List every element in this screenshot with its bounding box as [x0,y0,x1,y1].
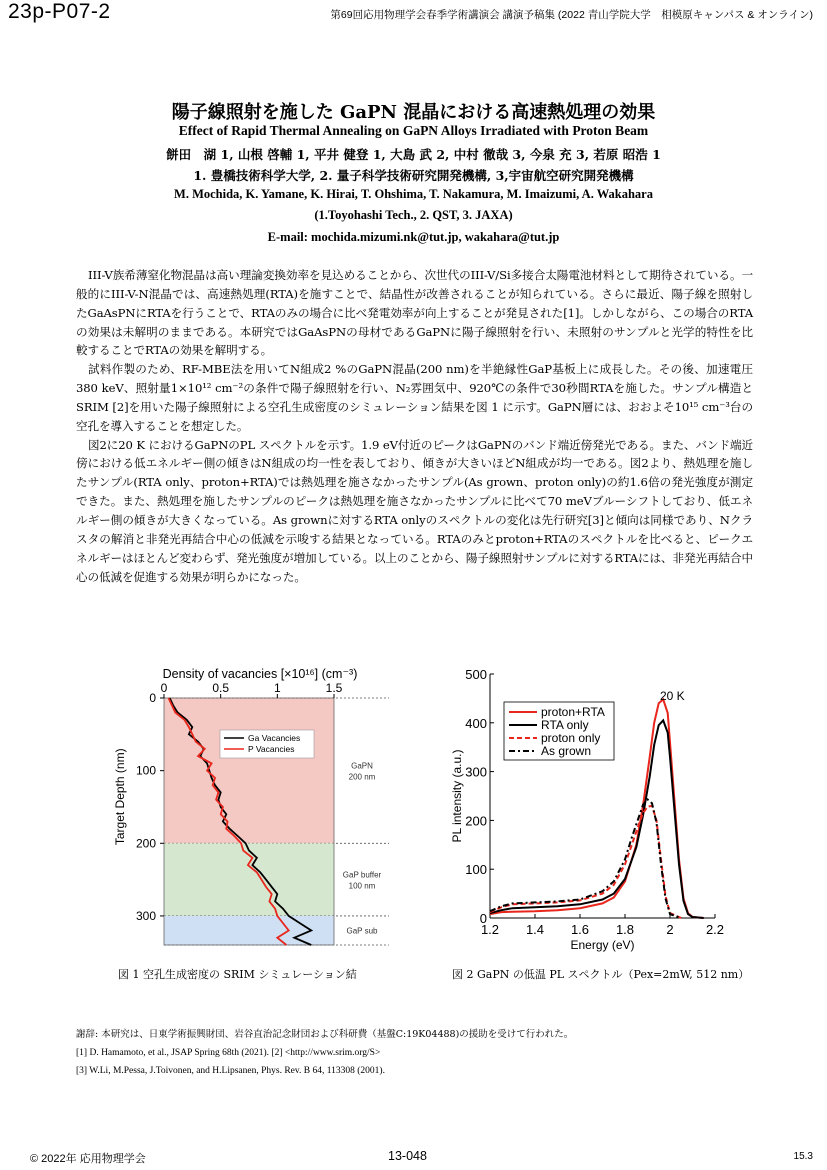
paragraph-results: 図2に20 K におけるGaPNのPL スペクトルを示す。1.9 eV付近のピークはGaPNのバンド端近傍発光である。また、バンド端近傍における低エネルギー側の傾きはN組成の均一性を表しており、傾きが大きいほどN組成が均一である。図2より、熱処理を施したサンプル(RTA only、proton+RTA)では熱処理を施さなかったサンプル(As grown、proton only)の約1.6倍の発光強度が測定できた。また、熱処理を施したサンプルのピークは熱処理を施さなかったサンプルに比べて70 meVブルーシフトしており、低エネルギー側の傾きが大きくなっている。As grownに対するRTA onlyのスペクトルの変化は先行研究[3]と傾向は同様であり、Nクラスタの解消と非発光再結合中心の低減を示唆する結果となっている。RTAのみとproton+RTAのスペクトルを比べると、ピークエネルギーはほとんど変わらず、発光強度が増加している。以上のことから、陽子線照射サンプルに対するRTAには、非発光再結合中心の低減を促進する効果が明らかになった。 [76,437,753,584]
figure-2-pl-spectrum [448,665,738,960]
fig2-ytick-label: 100 [465,862,487,878]
fig2-ytick-label: 0 [479,911,487,926]
fig2-legend-label-3: As grown [541,744,592,758]
fig2-ytick-label: 200 [465,813,487,829]
fig2-xtick-label: 1.2 [480,922,500,937]
fig1-legend-label-1: P Vacancies [248,744,295,754]
fig1-xlabel: Density of vacancies [×10¹⁶] (cm⁻³) [162,667,358,681]
layer-label-2: GaP sub [346,926,378,936]
section-number: 15.3 [793,1151,813,1162]
fig2-ylabel: PL intensity (a.u.) [450,749,464,843]
fig1-ytick-label: 0 [149,691,156,705]
fig2-legend-label-2: proton only [541,731,601,745]
fig1-plot-area [113,681,389,945]
fig2-ytick-label: 500 [465,667,487,682]
layer-band-0 [164,698,334,843]
reference-1-2: [1] D. Hamamoto, et al., JSAP Spring 68th (2021). [2] <http://www.srim.org/S> [76,1048,381,1058]
fig1-ytick-label: 300 [135,908,156,923]
layer-thickness-0: 200 nm [348,772,376,782]
authors-english: M. Mochida, K. Yamane, K. Hirai, T. Ohshima, T. Nakamura, M. Imaizumi, A. Wakahara [174,187,653,201]
fig2-series-3 [490,799,681,918]
paragraph-introduction: III-V族希薄窒化物混晶は高い理論変換効率を見込めることから、次世代のIII-V/Si多接合太陽電池材料として期待されている。一般的にIII-V-N混晶では、高速熱処理(RTA)を施すことで、結晶性が改善されることが知られている。さらに最近、陽子線を照射したGaAsPNにRTAを行うことで、RTAのみの場合に比べ発電効率が向上することが発見された[1]。しかしながら、この場合のRTAの効果は未解明のままである。本研究ではGaAsPNの母材であるGaPNに陽子線照射を行い、未照射のサンプルと光学的特性を比較することでRTAの効果を解明する。 [76,268,753,358]
fig1-xtick-label: 0 [160,681,168,695]
layer-band-2 [164,916,334,945]
fig2-series-2 [490,806,681,918]
fig2-xtick-label: 2.2 [705,922,725,937]
fig2-xtick-label: 2 [666,922,674,937]
fig2-legend-label-0: proton+RTA [541,705,605,719]
figure-1-caption: 図 1 空孔生成密度の SRIM シミュレーション結 [118,968,357,981]
fig2-plot-area [450,667,724,952]
fig2-ytick-label: 400 [465,715,487,731]
conference-header: 第69回応用物理学会春季学術講演会 講演予稿集 (2022 青山学院大学 相模原キャンパス & オンライン) [330,9,813,21]
layer-label-0: GaPN [351,761,373,771]
authors-japanese: 餅田 湖 1, 山根 啓輔 1, 平井 健登 1, 大島 武 2, 中村 徹哉 3, 今泉 充 3, 若原 昭浩 1 [166,147,661,162]
affiliations-japanese: 1. 豊橋技術科学大学, 2. 量子科学技術研究開発機構, 3,宇宙航空研究開発機構 [193,168,634,183]
fig2-legend-label-1: RTA only [541,718,589,732]
figure-2-caption: 図 2 GaPN の低温 PL スペクトル（Pex=2mW, 512 nm） [452,968,750,981]
fig2-annotation-temperature: 20 K [660,689,685,703]
body-text [76,266,753,586]
affiliations-english: (1.Toyohashi Tech., 2. QST, 3. JAXA) [314,208,513,222]
page-number: 13-048 [388,1149,427,1163]
figure-1-srim [110,662,430,958]
fig2-xlabel: Energy (eV) [570,938,635,952]
email-line: E-mail: mochida.mizumi.nk@tut.jp, wakahara@tut.jp [267,230,560,244]
reference-3: [3] W.Li, M.Pessa, J.Toivonen, and H.Lipsanen, Phys. Rev. B 64, 113308 (2001). [76,1066,385,1076]
acknowledgment: 謝辞: 本研究は、日東学術振興財団、岩谷直治記念財団および科研費（基盤C:19K04488)の援助を受けて行われた。 [76,1029,574,1040]
fig1-ylabel: Target Depth (nm) [113,748,127,846]
fig2-xtick-label: 1.4 [525,922,545,937]
fig2-xtick-label: 1.8 [615,922,635,937]
paper-id: 23p-P07-2 [8,0,111,23]
layer-thickness-1: 100 nm [348,881,376,891]
paragraph-methods: 試料作製のため、RF-MBE法を用いてN組成2 %のGaPN混晶(200 nm)を半絶縁性GaP基板上に成長した。その後、加速電圧380 keV、照射量1×10¹² cm⁻²の条件で陽子線照射を行い、N₂雰囲気中、920℃の条件で30秒間RTAを施した。サンプル構造とSRIM [2]を用いた陽子線照射による空孔生成密度のシミュレーション結果を図 1 に示す。GaPN層には、おおよそ10¹⁵ cm⁻³台の空孔を導入することを想定した。 [76,362,753,433]
layer-label-1: GaP buffer [342,870,382,880]
fig1-ytick-label: 100 [135,763,156,778]
fig1-xtick-label: 0.5 [212,681,230,695]
fig1-xtick-label: 1 [273,681,281,695]
fig1-xtick-label: 1.5 [325,681,343,695]
fig1-legend-label-0: Ga Vacancies [248,733,301,743]
copyright: © 2022年 応用物理学会 [30,1153,146,1165]
fig2-xtick-label: 1.6 [570,922,590,937]
title-english: Effect of Rapid Thermal Annealing on GaPN Alloys Irradiated with Proton Beam [178,123,649,138]
fig2-ytick-label: 300 [465,764,487,780]
title-japanese: 陽子線照射を施した GaPN 混晶における高速熱処理の効果 [171,102,656,123]
fig1-ytick-label: 200 [135,836,156,851]
